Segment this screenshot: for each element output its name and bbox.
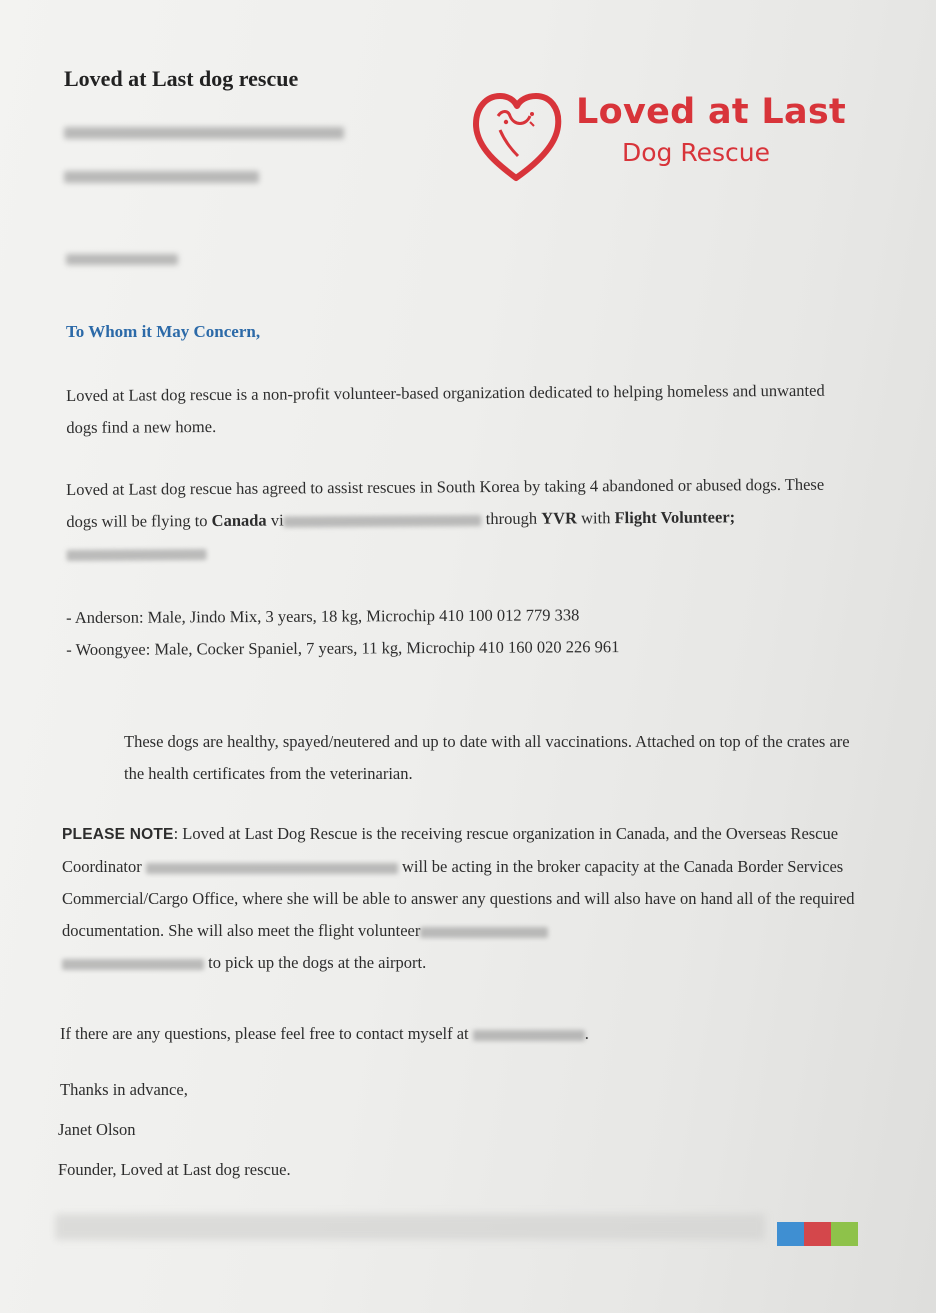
note-text-a: : Loved at Last Dog Rescue is the receiving rescue organization in Canada, and the Overseas Rescue Coordinator: [62, 824, 839, 876]
note-label: PLEASE NOTE: [62, 826, 174, 843]
note-text-c: to pick up the dogs at the airport.: [208, 953, 427, 972]
footer-bar: [55, 1214, 765, 1240]
contact-text: If there are any questions, please feel free to contact myself at: [60, 1024, 469, 1043]
redacted-coordinator: [146, 863, 398, 874]
redacted-volunteer-name: [67, 549, 207, 561]
redacted-flight-info: [284, 515, 482, 527]
assist-through: through: [485, 508, 538, 529]
signer-name: Janet Olson: [58, 1120, 136, 1139]
assist-yvr: YVR: [541, 508, 578, 528]
dog-list: [66, 598, 856, 666]
footer-square-green: [831, 1222, 858, 1246]
assist-flight-volunteer: Flight Volunteer;: [614, 507, 736, 528]
logo-title: Loved at Last: [576, 92, 847, 132]
footer-square-blue: [777, 1222, 804, 1246]
redacted-phone: [64, 171, 259, 183]
redacted-volunteer-phone: [62, 959, 204, 970]
dog-entry-anderson: - Anderson: Male, Jindo Mix, 3 years, 18 kg, Microchip 410 100 012 779 338: [66, 605, 580, 627]
redacted-address: [64, 127, 344, 139]
note-text-b: will be acting in the broker capacity at the Canada Border Services Commercial/Cargo Office, where she will be able to answer any questions and will also have on hand all of the required documentation. She will also meet the flight volunteer: [62, 857, 855, 940]
closing: Thanks in advance,: [60, 1080, 188, 1099]
assist-vi: vi: [270, 510, 284, 530]
org-name-heading: Loved at Last dog rescue: [64, 66, 299, 91]
assist-text: Loved at Last dog rescue has agreed to assist rescues in South Korea by taking 4 abandoned or abused dogs. These dogs will be flying to: [66, 474, 825, 531]
paragraph-intro: Loved at Last dog rescue is a non-profit volunteer-based organization dedicated to helping homeless and unwanted dogs find a new home.: [66, 380, 825, 437]
salutation: To Whom it May Concern,: [66, 322, 261, 341]
redacted-date: [66, 254, 178, 265]
paragraph-contact: [60, 1018, 760, 1050]
redacted-volunteer-contact: [420, 927, 548, 938]
dog-entry-woongyee: - Woongyee: Male, Cocker Spaniel, 7 years, 11 kg, Microchip 410 160 020 226 961: [66, 637, 620, 659]
signer-title: Founder, Loved at Last dog rescue.: [58, 1160, 291, 1179]
contact-period: .: [584, 1024, 589, 1043]
assist-canada: Canada: [211, 510, 267, 530]
redacted-contact-phone: [473, 1030, 585, 1041]
assist-with: with: [581, 508, 611, 528]
paragraph-assist: [66, 468, 857, 570]
paragraph-note: [62, 818, 857, 979]
heart-dog-icon: [470, 86, 565, 186]
paragraph-health: These dogs are healthy, spayed/neutered and up to date with all vaccinations. Attached on top of the crates are the health certificates from the veterinarian.: [124, 732, 850, 783]
footer-square-red: [804, 1222, 831, 1246]
logo-subtitle: Dog Rescue: [622, 138, 770, 167]
